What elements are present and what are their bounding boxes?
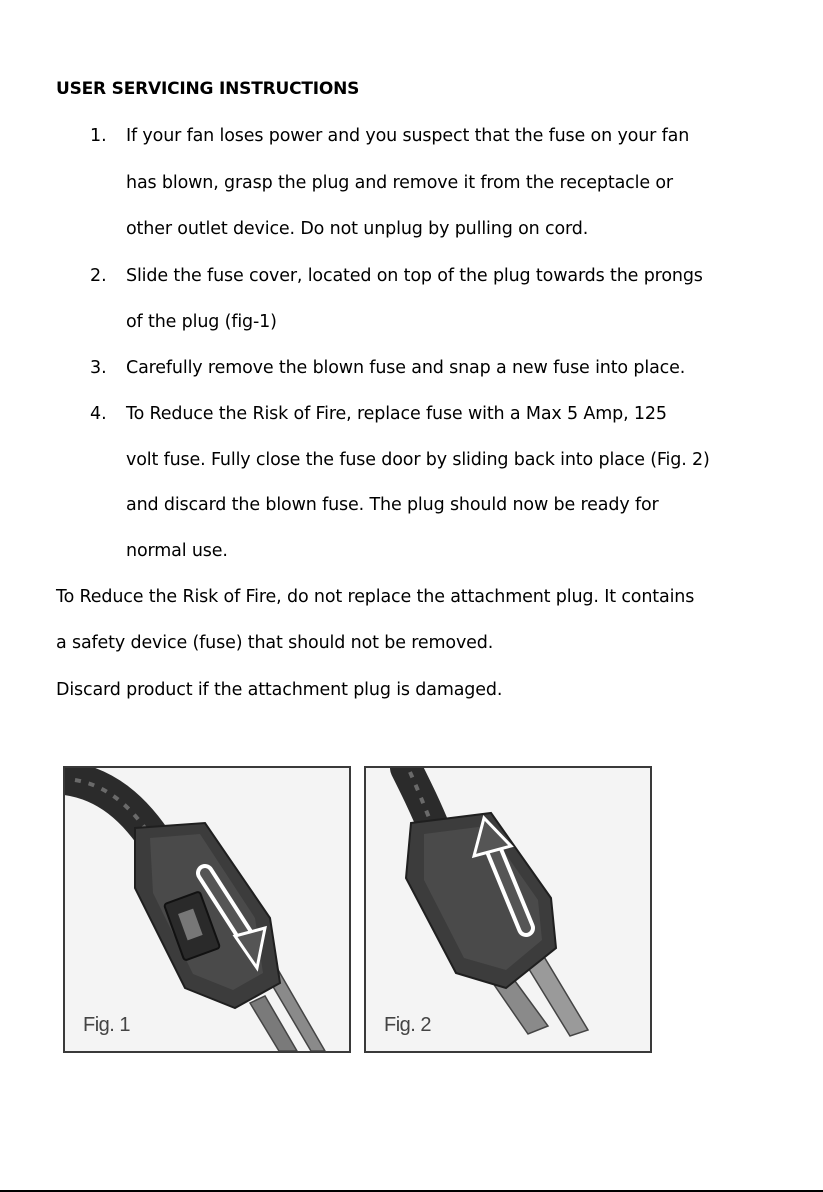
section-heading: USER SERVICING INSTRUCTIONS bbox=[56, 79, 360, 99]
step-4-line-2: volt fuse. Fully close the fuse door by sliding back into place (Fig. 2) bbox=[126, 450, 710, 470]
step-2-line-1: Slide the fuse cover, located on top of the plug towards the prongs bbox=[126, 266, 703, 286]
figure-2 bbox=[364, 766, 652, 1053]
step-3-line-1: Carefully remove the blown fuse and snap a new fuse into place. bbox=[126, 358, 686, 378]
step-4-number: 4. bbox=[90, 404, 107, 424]
step-3-number: 3. bbox=[90, 358, 107, 378]
step-4-line-3: and discard the blown fuse. The plug should now be ready for bbox=[126, 495, 659, 515]
step-1-line-3: other outlet device. Do not unplug by pulling on cord. bbox=[126, 219, 589, 239]
step-2-line-2: of the plug (fig-1) bbox=[126, 312, 277, 332]
warning-line-1: To Reduce the Risk of Fire, do not replace the attachment plug. It contains bbox=[56, 587, 695, 607]
step-2-number: 2. bbox=[90, 266, 107, 286]
step-4-line-4: normal use. bbox=[126, 541, 228, 561]
step-1-line-1: If your fan loses power and you suspect that the fuse on your fan bbox=[126, 126, 690, 146]
figure-2-caption: Fig. 2 bbox=[384, 1014, 432, 1036]
step-4-line-1: To Reduce the Risk of Fire, replace fuse with a Max 5 Amp, 125 bbox=[126, 404, 667, 424]
plug-fuse-closed-illustration bbox=[366, 768, 650, 1051]
figure-1 bbox=[63, 766, 351, 1053]
figure-1-caption: Fig. 1 bbox=[83, 1014, 131, 1036]
step-1-number: 1. bbox=[90, 126, 107, 146]
plug-fuse-open-illustration bbox=[65, 768, 349, 1051]
discard-notice: Discard product if the attachment plug is damaged. bbox=[56, 680, 503, 700]
step-1-line-2: has blown, grasp the plug and remove it from the receptacle or bbox=[126, 173, 673, 193]
warning-line-2: a safety device (fuse) that should not be removed. bbox=[56, 633, 494, 653]
